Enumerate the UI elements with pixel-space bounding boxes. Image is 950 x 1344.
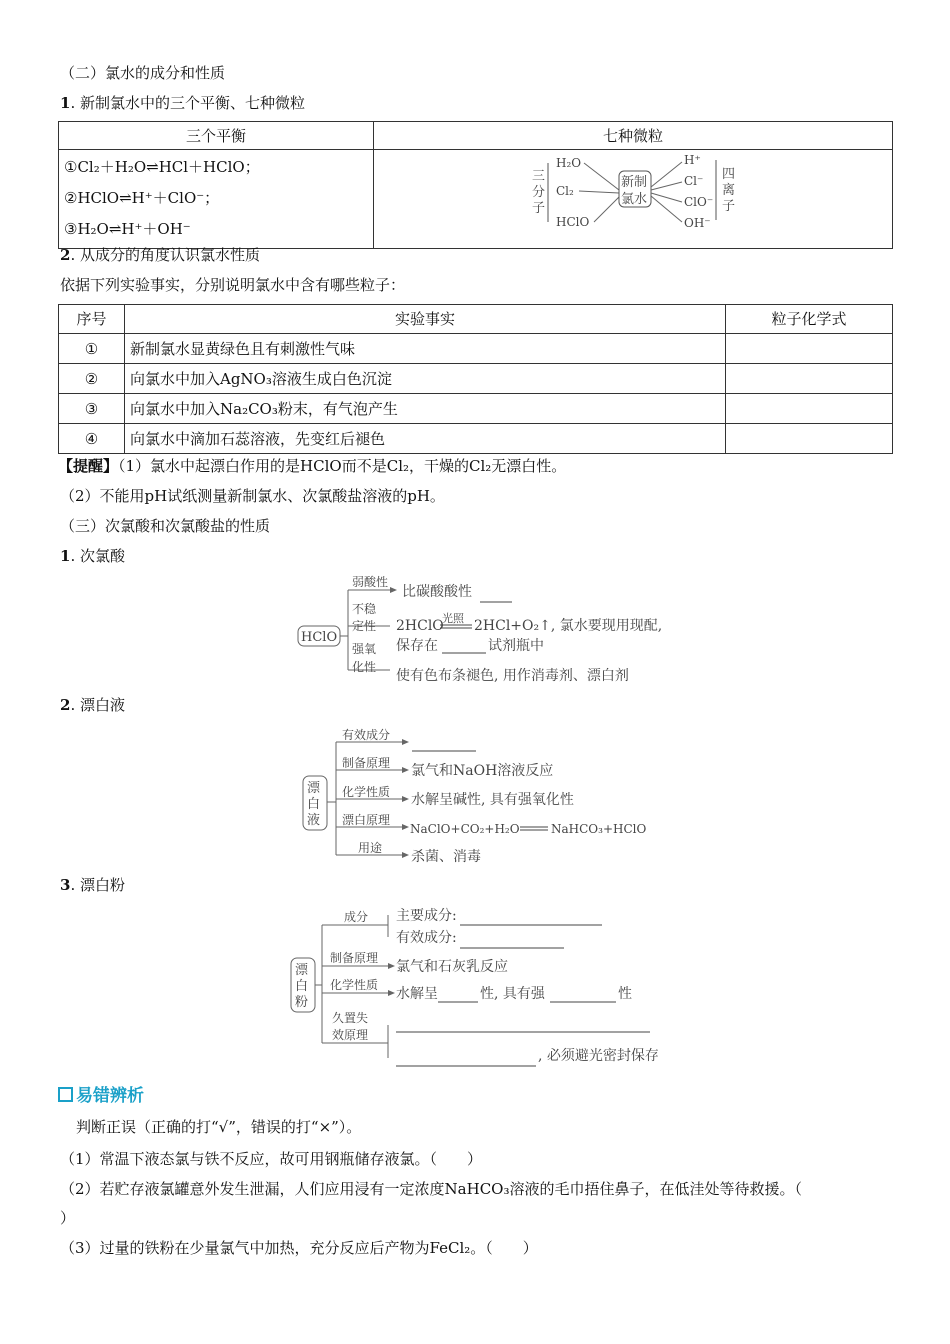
hclo-label: 弱酸性 (352, 575, 389, 589)
subsection-text: . 新制氯水中的三个平衡、七种微粒 (70, 94, 305, 112)
liquid-text: 水解呈碱性, 具有强氧化性 (411, 792, 574, 808)
center-label: HClO (301, 630, 338, 645)
particles-cell (374, 150, 893, 249)
molecules-label-char: 三 (532, 169, 546, 184)
liquid-label: 漂白原理 (342, 813, 391, 827)
question-3: （3）过量的铁粉在少量氯气中加热，充分反应后产物为FeCl₂。（ ） (60, 1239, 538, 1257)
answer-cell[interactable] (726, 334, 893, 364)
powder-label: 制备原理 (330, 951, 379, 965)
hclo-text: 使有色布条褪色, 用作消毒剂、漂白剂 (396, 668, 629, 684)
table-row (59, 424, 893, 454)
hclo-diagram (290, 570, 670, 690)
ions-label-char: 子 (722, 199, 736, 214)
arrowhead (388, 963, 395, 969)
hclo-label: 不稳 (352, 602, 377, 616)
ion: OH⁻ (684, 216, 711, 230)
question-2-end: ） (60, 1209, 76, 1227)
liquid-text: 杀菌、消毒 (411, 849, 481, 865)
subsection-text: . 从成分的角度认识氯水性质 (70, 246, 260, 264)
hclo-text: 比碳酸酸性 (402, 584, 472, 600)
liquid-text: 氯气和NaOH溶液反应 (411, 763, 554, 779)
ions-label-char: 四 (722, 167, 736, 182)
powder-text: 有效成分: (396, 930, 457, 946)
liquid-text: NaHCO₃+HClO (551, 822, 647, 836)
table-header: 粒子化学式 (726, 305, 893, 334)
center-label: 粉 (295, 995, 309, 1010)
ion: Cl⁻ (684, 174, 704, 188)
hclo-text: 2HCl+O₂↑, 氯水要现用现配, (474, 618, 663, 634)
arrow-line (651, 196, 682, 222)
hclo-label: 强氧 (352, 642, 377, 656)
section-title: （二）氯水的成分和性质 (60, 64, 226, 82)
liquid-label: 用途 (358, 841, 383, 855)
arrowhead (402, 852, 409, 858)
subsection-number: 1 (60, 94, 71, 112)
subsection-number: 2 (60, 696, 71, 714)
arrowhead (390, 587, 397, 593)
powder-text: , 必须避光密封保存 (538, 1048, 659, 1064)
subsection-text: . 漂白粉 (70, 876, 125, 894)
row-number: ④ (59, 424, 125, 454)
subsection-title (60, 695, 125, 715)
molecules-label-char: 分 (532, 185, 546, 200)
arrowhead (402, 824, 409, 830)
center-label: 漂 (307, 781, 321, 796)
ion: H⁺ (684, 153, 701, 167)
answer-cell[interactable] (726, 424, 893, 454)
table-row (59, 394, 893, 424)
subsection-number: 3 (60, 876, 71, 894)
tip-text: （2）不能用pH试纸测量新制氯水、次氯酸盐溶液的pH。 (60, 487, 445, 505)
molecule: HClO (556, 215, 590, 229)
particles-diagram (374, 150, 892, 243)
bleach-powder-diagram (288, 900, 668, 1070)
tip-text: （1）氯水中起漂白作用的是HClO而不是Cl₂，干燥的Cl₂无漂白性。 (118, 457, 567, 475)
liquid-label: 有效成分 (342, 728, 391, 742)
arrow-line (584, 163, 619, 190)
molecule: Cl₂ (556, 184, 574, 198)
center-label: 新制 (621, 175, 648, 190)
powder-text: 主要成分: (396, 908, 457, 924)
subsection-number: 1 (60, 547, 71, 565)
powder-label: 效原理 (332, 1028, 369, 1042)
liquid-label: 化学性质 (342, 785, 391, 799)
judge-intro: 判断正误（正确的打“√”，错误的打“×”）。 (76, 1118, 362, 1136)
ion: ClO⁻ (684, 195, 714, 209)
table-header: 序号 (59, 305, 125, 334)
ions-label-char: 离 (722, 183, 736, 198)
row-number: ③ (59, 394, 125, 424)
answer-cell[interactable] (726, 394, 893, 424)
table-row (59, 334, 893, 364)
tip-line (58, 456, 566, 476)
table-row (59, 364, 893, 394)
arrowhead (402, 796, 409, 802)
error-analysis-heading (58, 1086, 144, 1106)
table-header: 七种微粒 (374, 122, 893, 150)
center-label: 液 (307, 813, 321, 828)
hclo-text: 保存在 (396, 638, 438, 654)
equilibria-cell (59, 150, 374, 249)
square-icon (58, 1087, 73, 1102)
center-label: 白 (307, 797, 321, 812)
row-fact: 向氯水中加入Na₂CO₃粉末，有气泡产生 (125, 394, 726, 424)
center-label: 白 (295, 979, 309, 994)
powder-label: 久置失 (332, 1011, 369, 1025)
subsection-number: 2 (60, 246, 71, 264)
row-fact: 向氯水中滴加石蕊溶液，先变红后褪色 (125, 424, 726, 454)
center-label: 氯水 (621, 192, 648, 207)
hclo-text: 2HClO (396, 618, 444, 634)
liquid-label: 制备原理 (342, 756, 391, 770)
powder-label: 成分 (344, 910, 369, 924)
equilibria-table (58, 121, 893, 249)
powder-text: 性, 具有强 (480, 986, 545, 1002)
table-header: 实验事实 (125, 305, 726, 334)
hclo-text: 试剂瓶中 (488, 638, 544, 654)
liquid-text: NaClO+CO₂+H₂O (410, 822, 520, 836)
molecule: H₂O (556, 156, 582, 170)
equation-2: ②HClO⇌H⁺＋ClO⁻； (64, 189, 220, 207)
subsection-title (60, 546, 125, 566)
answer-cell[interactable] (726, 364, 893, 394)
row-number: ① (59, 334, 125, 364)
question-1: （1）常温下液态氯与铁不反应，故可用钢瓶储存液氯。（ ） (60, 1150, 483, 1168)
row-fact: 新制氯水显黄绿色且有刺激性气味 (125, 334, 726, 364)
subsection-title (60, 93, 305, 113)
bleach-liquid-diagram (300, 722, 670, 872)
arrowhead (402, 739, 409, 745)
powder-label: 化学性质 (330, 978, 379, 992)
condition: 光照 (442, 612, 464, 625)
equation-3: ③H₂O⇌H⁺＋OH⁻ (64, 220, 191, 238)
molecules-label-char: 子 (532, 201, 546, 216)
subsection-text: . 次氯酸 (70, 547, 125, 565)
arrow-line (579, 191, 619, 193)
subsection-title (60, 875, 125, 895)
row-fact: 向氯水中加入AgNO₃溶液生成白色沉淀 (125, 364, 726, 394)
experiment-table (58, 304, 893, 454)
powder-text: 氯气和石灰乳反应 (396, 959, 508, 975)
error-analysis-title: 易错辨析 (76, 1086, 144, 1106)
powder-text: 水解呈 (396, 986, 438, 1002)
arrowhead (388, 990, 395, 996)
tip-label: 【提醒】 (58, 457, 119, 475)
subsection-title (60, 245, 260, 265)
hclo-label: 定性 (352, 619, 377, 633)
table-header: 三个平衡 (59, 122, 374, 150)
hclo-label: 化性 (352, 660, 377, 674)
equation-1: ①Cl₂＋H₂O⇌HCl＋HClO； (64, 158, 260, 176)
center-label: 漂 (295, 963, 309, 978)
question-2: （2）若贮存液氯罐意外发生泄漏，人们应用浸有一定浓度NaHCO₃溶液的毛巾捂住鼻子，在低洼处等待救援。（ (60, 1180, 802, 1198)
powder-text: 性 (618, 986, 632, 1002)
arrowhead (402, 767, 409, 773)
intro-text: 依据下列实验事实，分别说明氯水中含有哪些粒子： (60, 276, 406, 294)
subsection-text: . 漂白液 (70, 696, 125, 714)
arrow-line (594, 197, 619, 222)
arrow-line (651, 193, 682, 202)
section-title: （三）次氯酸和次氯酸盐的性质 (60, 517, 271, 535)
row-number: ② (59, 364, 125, 394)
